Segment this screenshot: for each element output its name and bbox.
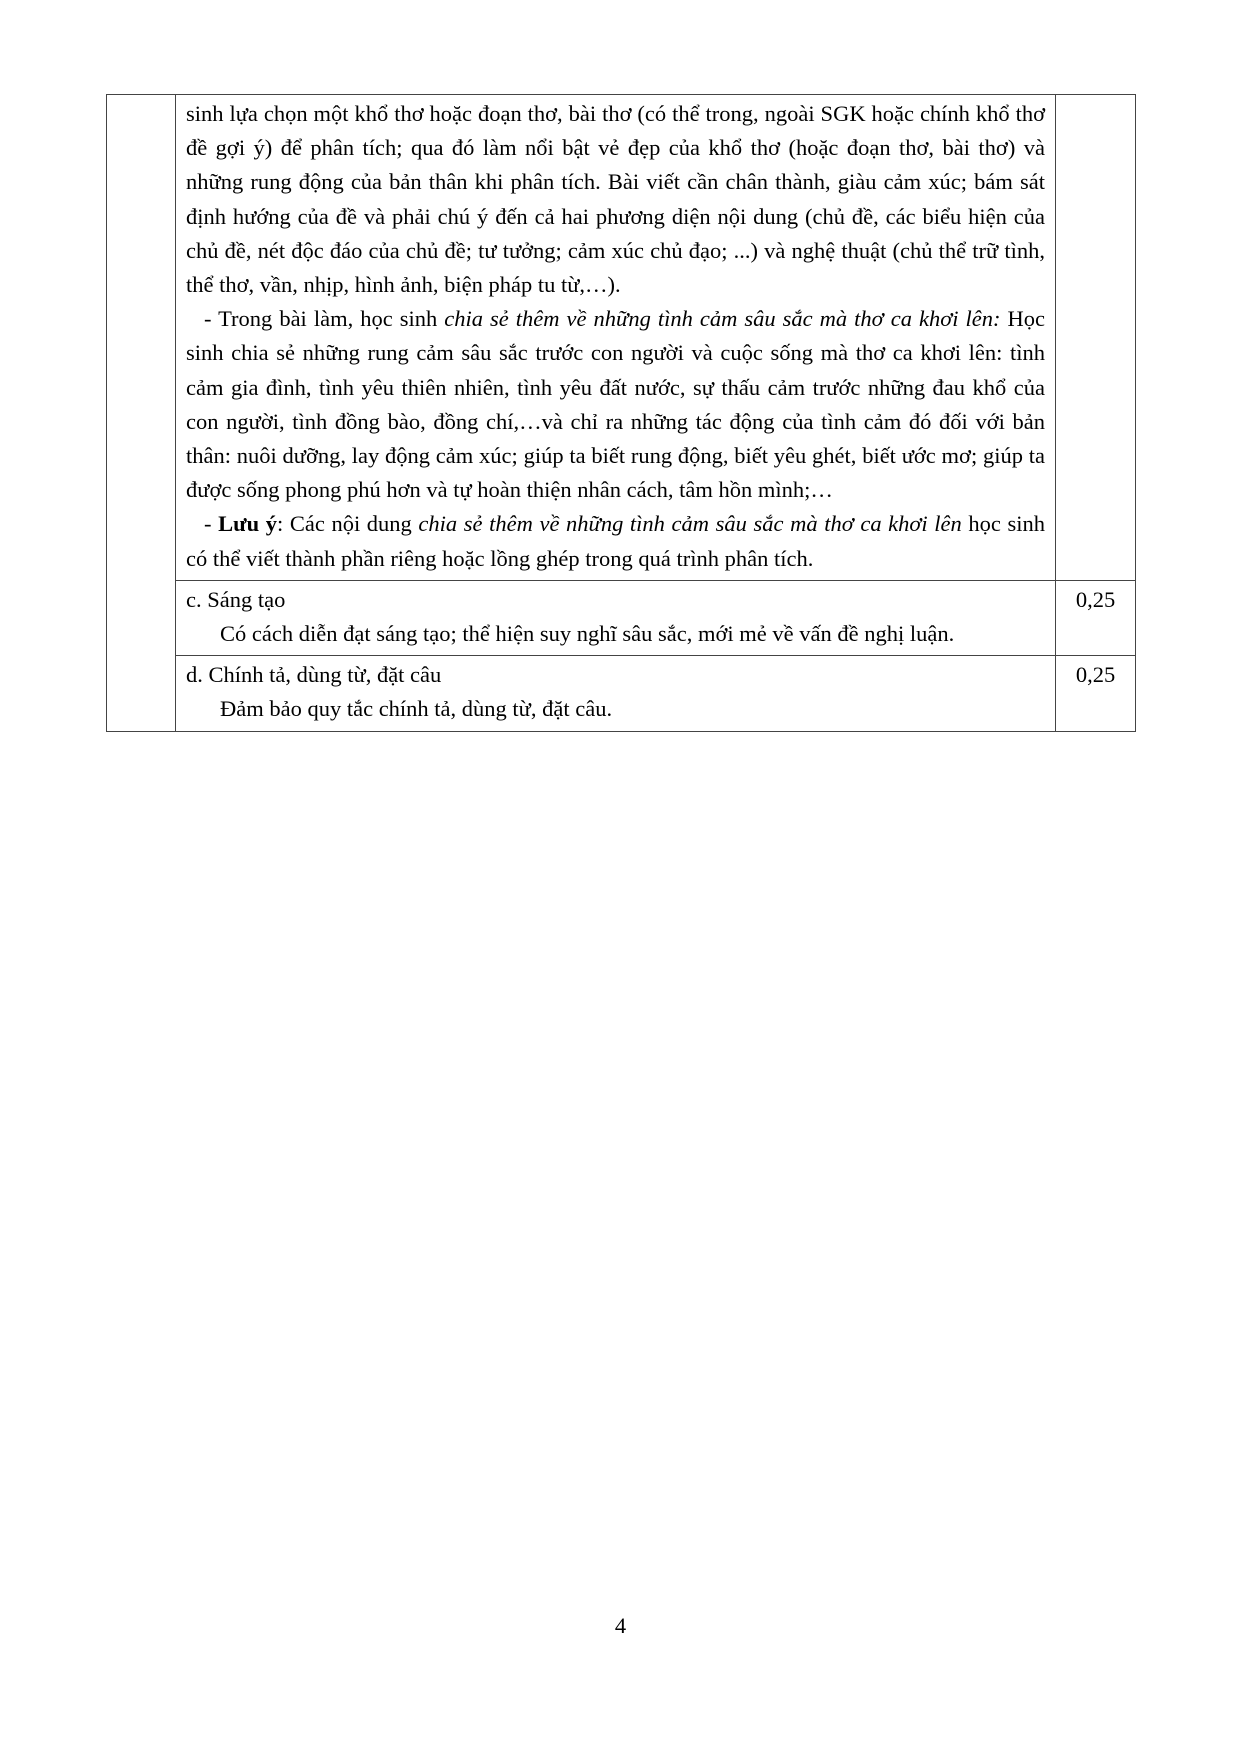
note-paragraph xyxy=(186,507,1045,575)
sharing-lead-text: - Trong bài làm, học sinh xyxy=(204,306,445,332)
creative-body: Có cách diễn đạt sáng tạo; thể hiện suy nghĩ sâu sắc, mới mẻ về vấn đề nghị luận. xyxy=(220,621,955,647)
content-paragraph: sinh lựa chọn một khổ thơ hoặc đoạn thơ, bài thơ (có thể trong, ngoài SGK hoặc chính khổ thơ đề gợi ý) để phân tích; qua đó làm nổi bật vẻ đẹp của khổ thơ (hoặc đoạn thơ, bài thơ) và những rung động của bản thân khi phân tích. Bài viết cần chân thành, giàu cảm xúc; bám sát định hướng của đề và phải chú ý đến cả hai phương diện nội dung (chủ đề, các biểu hiện của chủ đề, nét độc đáo của chủ đề; tư tưởng; cảm xúc chủ đạo; ...) và nghệ thuật (chủ thể trữ tình, thể thơ, vần, nhịp, hình ảnh, biện pháp tu từ,…). xyxy=(186,101,1045,298)
spelling-score: 0,25 xyxy=(1056,656,1136,731)
note-dash: - xyxy=(204,511,219,537)
sharing-body-text: Học sinh chia sẻ những rung cảm sâu sắc trước con người và cuộc sống mà thơ ca khơi lên: tình cảm gia đình, tình yêu thiên nhiên, tình yêu đất nước, sự thấu cảm trước những đau khổ của con người, tình đồng bào, đồng chí,…và chỉ ra những tác động của tình cảm đó đối với bản thân: nuôi dưỡng, lay động cảm xúc; giúp ta biết rung động, biết yêu ghét, biết ước mơ; giúp ta được sống phong phú hơn và tự hoàn thiện nhân cách, tâm hồn mình;… xyxy=(186,306,1045,503)
table-row-spelling xyxy=(107,656,1136,731)
sharing-paragraph xyxy=(186,302,1045,507)
creative-score: 0,25 xyxy=(1056,580,1136,655)
question-number-cell xyxy=(107,95,176,732)
score-cell-empty xyxy=(1056,95,1136,581)
note-label: Lưu ý xyxy=(218,511,277,537)
table-row-main-content xyxy=(107,95,1136,581)
note-body-text: học sinh có thể viết thành phần riêng hoặc lồng ghép trong quá trình phân tích. xyxy=(186,511,1045,571)
content-cell xyxy=(176,95,1056,581)
spelling-heading: d. Chính tả, dùng từ, đặt câu xyxy=(186,662,442,688)
creative-cell xyxy=(176,580,1056,655)
table-row-creative xyxy=(107,580,1136,655)
sharing-italic-text: chia sẻ thêm về những tình cảm sâu sắc mà thơ ca khơi lên: xyxy=(444,306,1001,332)
page-number: 4 xyxy=(614,1613,627,1638)
note-italic-text: chia sẻ thêm về những tình cảm sâu sắc mà thơ ca khơi lên xyxy=(418,511,962,537)
grading-table xyxy=(106,94,1136,732)
spelling-cell xyxy=(176,656,1056,731)
creative-heading: c. Sáng tạo xyxy=(186,586,286,612)
spelling-body: Đảm bảo quy tắc chính tả, dùng từ, đặt câu. xyxy=(220,696,613,722)
note-lead-text: : Các nội dung xyxy=(277,511,419,537)
